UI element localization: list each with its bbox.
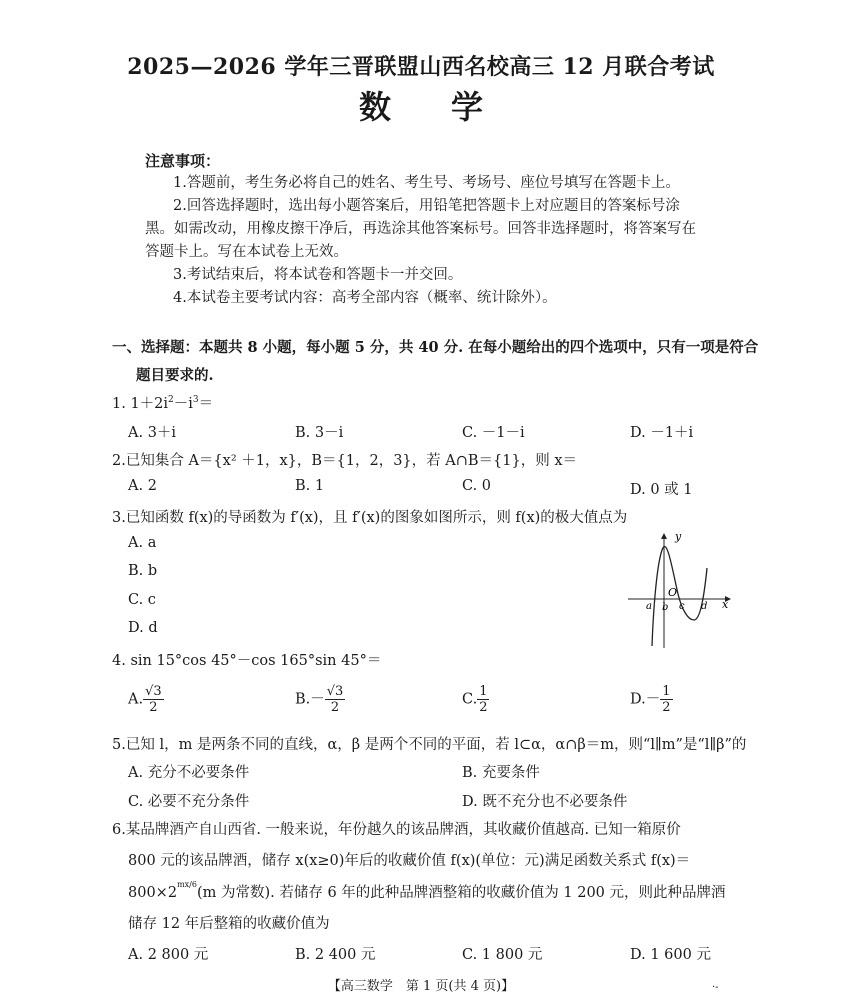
graph-d-label: d [701, 601, 708, 612]
option-sign: － [310, 691, 325, 708]
q5-option-c[interactable]: C. 必要不充分条件 [128, 794, 250, 810]
denominator: 2 [330, 700, 340, 715]
denominator: 2 [149, 700, 158, 715]
notice-item: 2.回答选择题时，选出每小题答案后，用铅笔把答题卡上对应题目的答案标号涂 [173, 198, 680, 214]
formula-base: 800×2 [128, 885, 178, 901]
numerator: 1 [479, 684, 488, 699]
q6-option-a[interactable]: A. 2 800 元 [128, 947, 209, 963]
q6-option-d[interactable]: D. 1 600 元 [630, 947, 711, 963]
q5-option-a[interactable]: A. 充分不必要条件 [128, 765, 250, 781]
numerator: √3 [145, 684, 162, 699]
graph-c-label: c [679, 601, 685, 612]
option-label: D. [630, 691, 646, 708]
option-sign: － [645, 691, 661, 708]
q3-option-d[interactable]: D. d [128, 620, 158, 636]
q1-exp: 2 [168, 395, 174, 406]
fraction [325, 684, 346, 715]
option-label: A. [128, 691, 144, 708]
fraction [660, 684, 672, 715]
derivative-curve [652, 547, 707, 646]
question-2-stem: 2.已知集合 A＝{x² ＋1，x}，B＝{1，2，3}，若 A∩B＝{1}，则 x＝ [112, 453, 577, 469]
q2-option-a[interactable]: A. 2 [128, 478, 157, 494]
q6-option-c[interactable]: C. 1 800 元 [462, 947, 543, 963]
subject-title: 数学 [358, 88, 543, 126]
question-1-stem [112, 392, 213, 413]
q1-part: －i [173, 396, 193, 412]
q1-part: ＝ [198, 396, 214, 412]
notice-item: 黑。如需改动，用橡皮擦干净后，再选涂其他答案标号。回答非选择题时，将答案写在 [145, 221, 696, 237]
section-heading: 一、选择题：本题共 8 小题，每小题 5 分，共 40 分. 在每小题给出的四个选项中，只有一项是符合 [112, 339, 759, 356]
notice-heading: 注意事项： [145, 152, 221, 170]
question-4-stem: 4. sin 15°cos 45°－cos 165°sin 45°＝ [112, 653, 382, 669]
numerator: √3 [326, 684, 344, 699]
q1-exp: 3 [192, 395, 199, 406]
notice-item: 1.答题前，考生务必将自己的姓名、考生号、考场号、座位号填写在答题卡上。 [173, 175, 680, 191]
denominator: 2 [479, 700, 488, 715]
section-heading-cont: 题目要求的. [136, 367, 214, 384]
notice-item: 4.本试卷主要考试内容：高考全部内容（概率、统计除外）。 [173, 290, 557, 306]
notice-item: 3.考试结束后，将本试卷和答题卡一并交回。 [173, 267, 463, 283]
question-6-line: 6.某品牌酒产自山西省. 一般来说，年份越久的该品牌酒，其收藏价值越高. 已知一箱原价 [112, 822, 681, 838]
q1-option-a[interactable]: A. 3＋i [128, 425, 177, 441]
graph-b-label: b [662, 602, 669, 613]
graph-y-label: y [675, 530, 682, 543]
question-3-stem: 3.已知函数 f(x)的导函数为 f′(x)，且 f′(x)的图象如图所示，则 f(x)的极大值点为 [112, 510, 628, 526]
option-label: B. [295, 691, 311, 708]
page-footer: 【高三数学 第 1 页(共 4 页)】 [327, 979, 515, 994]
graph-x-label: x [722, 598, 729, 611]
q2-option-b[interactable]: B. 1 [295, 478, 325, 494]
q5-option-b[interactable]: B. 充要条件 [462, 765, 540, 781]
question-6-line: 储存 12 年后整箱的收藏价值为 [128, 916, 330, 932]
q4-option-b[interactable] [295, 684, 345, 715]
q2-option-c[interactable]: C. 0 [462, 478, 492, 494]
graph-origin-label: O [668, 586, 678, 599]
denominator: 2 [662, 700, 671, 715]
q1-option-d[interactable]: D. －1＋i [630, 425, 694, 441]
derivative-graph [622, 528, 742, 650]
q2-option-d[interactable]: D. 0 或 1 [630, 482, 693, 498]
q5-option-d[interactable]: D. 既不充分也不必要条件 [462, 794, 628, 810]
question-6-line: 800 元的该品牌酒，储存 x(x≥0)年后的收藏价值 f(x)(单位：元)满足函数关系式 f(x)＝ [128, 853, 691, 869]
q1-option-b[interactable]: B. 3－i [295, 425, 344, 441]
fraction [477, 684, 489, 715]
corner-mark: ·- [712, 982, 719, 993]
fraction [143, 684, 164, 715]
option-label: C. [462, 691, 478, 708]
q4-option-a[interactable] [128, 684, 164, 715]
q1-part: 1. 1＋2i [112, 396, 169, 412]
q1-option-c[interactable]: C. －1－i [462, 425, 525, 441]
formula-exponent: mx/6 [177, 880, 197, 890]
q4-option-d[interactable] [630, 684, 673, 715]
question-6-formula [128, 881, 726, 902]
question-5-stem: 5.已知 l，m 是两条不同的直线，α，β 是两个不同的平面，若 l⊂α，α∩β＝m，则“l∥m”是“l∥β”的 [112, 737, 747, 753]
q3-option-a[interactable]: A. a [128, 535, 157, 551]
graph-a-label: a [646, 601, 652, 612]
q4-option-c[interactable] [462, 684, 489, 715]
numerator: 1 [662, 684, 671, 699]
exam-title: 2025—2026 学年三晋联盟山西名校高三 12 月联合考试 [127, 54, 715, 80]
notice-item: 答题卡上。写在本试卷上无效。 [145, 244, 348, 260]
q6-option-b[interactable]: B. 2 400 元 [295, 947, 376, 963]
q3-option-b[interactable]: B. b [128, 563, 158, 579]
q3-option-c[interactable]: C. c [128, 592, 156, 608]
question-6-text: (m 为常数). 若储存 6 年的此种品牌酒整箱的收藏价值为 1 200 元，则此种品牌酒 [196, 885, 726, 901]
